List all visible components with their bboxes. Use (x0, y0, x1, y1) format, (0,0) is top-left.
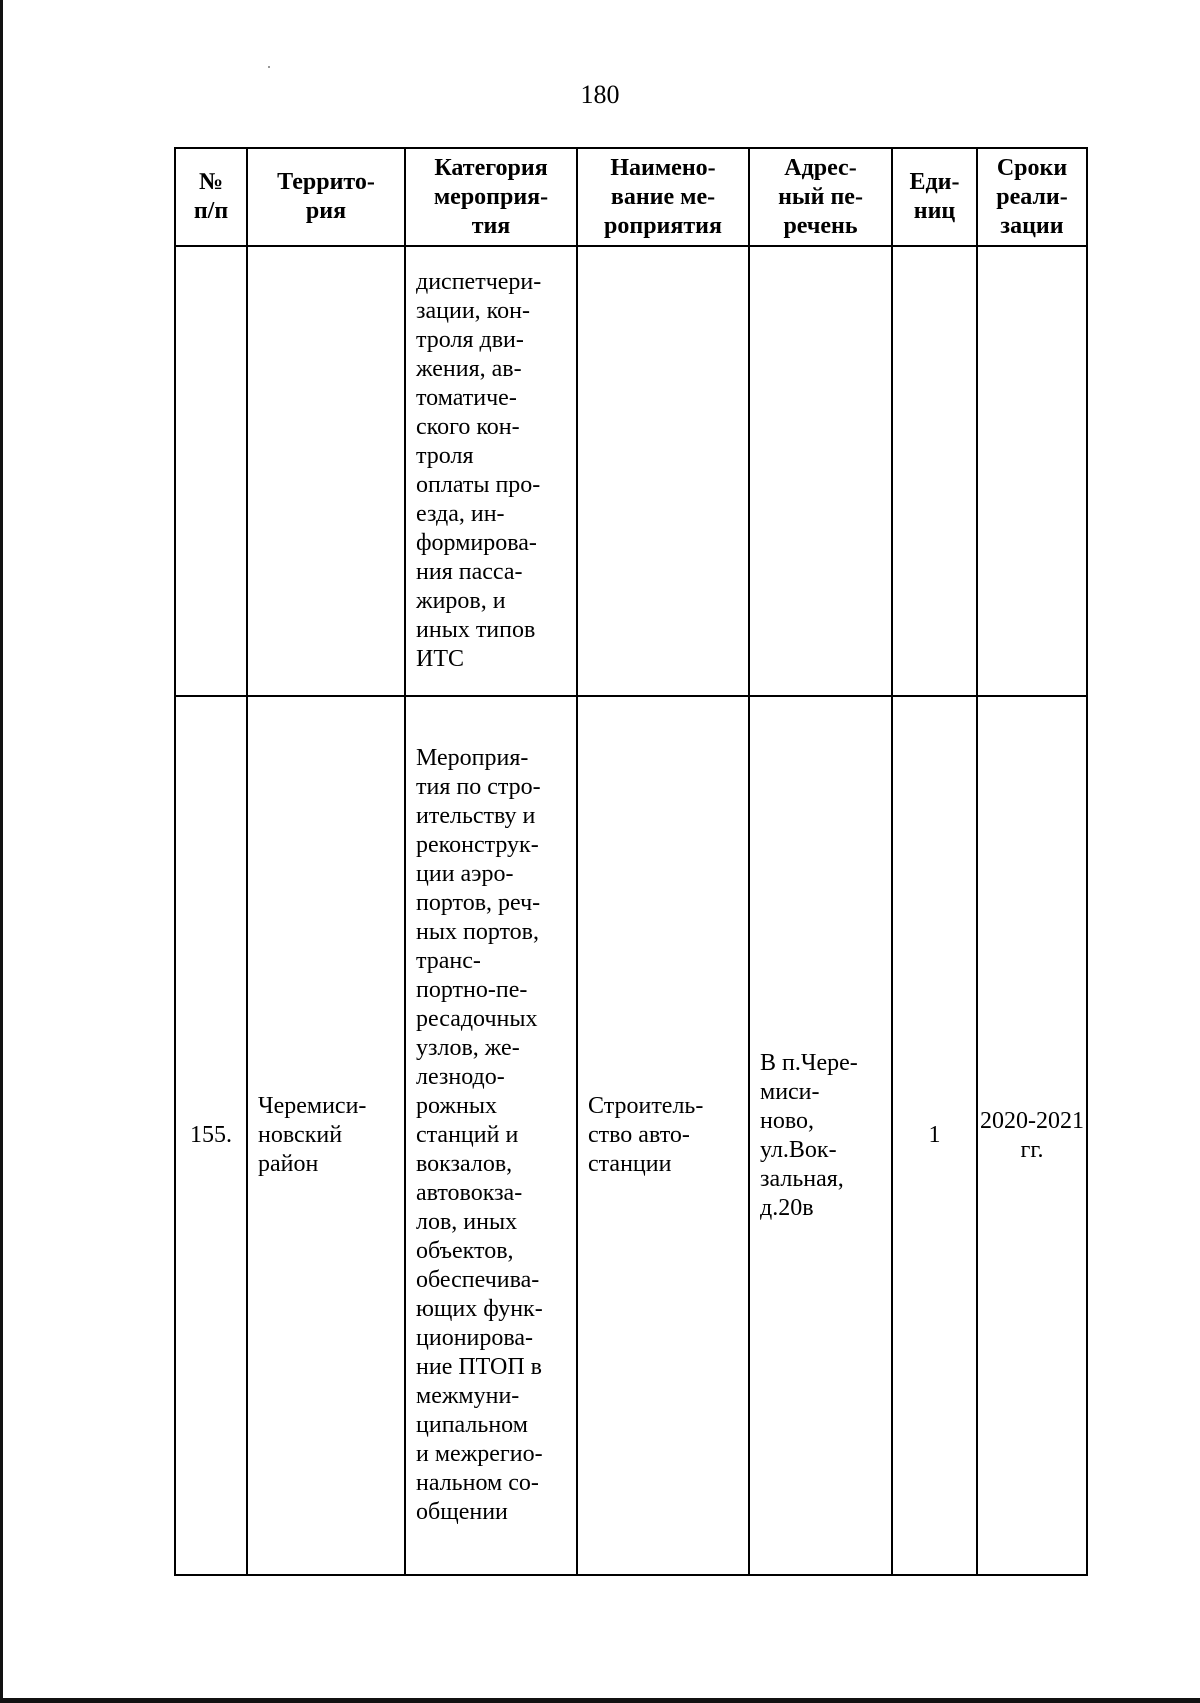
category-continuation-text (406, 268, 576, 674)
text-line: автовокза- (416, 1180, 523, 1206)
text-line: д.20в (760, 1194, 814, 1221)
text-line: портно-пе- (416, 977, 528, 1003)
text-line: п/п (193, 198, 229, 224)
text-line: иных типов (416, 617, 536, 643)
header-category (405, 148, 577, 246)
text-line: ского кон- (416, 414, 520, 440)
text-line: и межрегио- (416, 1441, 543, 1467)
text-line: обеспечива- (416, 1267, 540, 1293)
header-units (892, 148, 977, 246)
address-text (750, 1049, 891, 1223)
cell-address-empty (749, 246, 892, 696)
header-units-lines (893, 168, 976, 226)
text-line: рия (305, 198, 347, 224)
table-row-continuation (175, 246, 1087, 696)
territory-text (248, 1092, 404, 1179)
header-name-lines (578, 154, 748, 241)
header-territory (247, 148, 405, 246)
text-line: станции (588, 1151, 672, 1177)
text-line: ный пе- (778, 183, 863, 210)
text-line: Черемиси- (258, 1093, 367, 1119)
events-table (174, 147, 1088, 1576)
header-name (577, 148, 749, 246)
text-line: ново, (760, 1107, 815, 1134)
text-line: реконструк- (416, 832, 539, 858)
table-row-155 (175, 696, 1087, 1575)
units-value: 1 (928, 1122, 941, 1148)
cell-terms (977, 696, 1087, 1575)
cell-num-empty (175, 246, 247, 696)
text-line: портов, реч- (416, 890, 541, 916)
text-line: езда, ин- (416, 501, 505, 527)
text-line: жения, ав- (416, 356, 522, 382)
text-line: межмуни- (416, 1383, 520, 1409)
cell-terms-empty (977, 246, 1087, 696)
cell-category-continuation (405, 246, 577, 696)
text-line: диспетчери- (416, 269, 542, 295)
text-line: объектов, (416, 1238, 514, 1264)
text-line: район (258, 1151, 319, 1177)
text-line: формирова- (416, 530, 537, 556)
text-line: 2020- (980, 1107, 1036, 1134)
cell-num (175, 696, 247, 1575)
text-line: Категория (434, 154, 548, 181)
scan-bottom-edge (0, 1698, 1200, 1703)
text-line: ительству и (416, 803, 536, 829)
cell-name (577, 696, 749, 1575)
text-line: ул.Вок- (760, 1136, 837, 1163)
cell-category (405, 696, 577, 1575)
text-line: зации, кон- (416, 298, 530, 324)
text-line: новский (258, 1122, 343, 1148)
text-line: нальном со- (416, 1470, 539, 1496)
text-line: миси- (760, 1078, 820, 1105)
text-line: ресадочных (416, 1006, 538, 1032)
header-num-lines (176, 168, 246, 226)
text-line: ния пасса- (416, 559, 523, 585)
scan-left-edge (0, 0, 3, 1703)
text-line: Террито- (277, 169, 375, 195)
text-line: ционирова- (416, 1325, 534, 1351)
header-num (175, 148, 247, 246)
text-line: ных портов, (416, 919, 539, 945)
text-line: Мероприя- (416, 745, 529, 771)
text-line: ние ПТОП в (416, 1354, 543, 1380)
text-line: ющих функ- (416, 1296, 543, 1322)
table-header-row (175, 148, 1087, 246)
header-terms-lines (978, 154, 1086, 241)
text-line: Еди- (909, 169, 960, 195)
text-line: № (198, 169, 224, 195)
text-line: В п.Чере- (760, 1049, 858, 1076)
header-address-lines (750, 154, 891, 241)
scan-speck (268, 66, 270, 68)
text-line: зации (1000, 212, 1064, 239)
row-number: 155. (190, 1122, 232, 1148)
event-name-text (578, 1092, 748, 1179)
text-line: Строитель- (588, 1093, 704, 1119)
terms-text (978, 1107, 1086, 1165)
text-line: вание ме- (610, 183, 716, 210)
text-line: рожных (416, 1093, 497, 1119)
cell-territory-empty (247, 246, 405, 696)
text-line: жиров, и (416, 588, 506, 614)
text-line: троля (416, 443, 474, 469)
page-number: 180 (580, 80, 620, 109)
text-line: 2021 гг. (1020, 1107, 1084, 1163)
text-line: троля дви- (416, 327, 524, 353)
text-line: ципальном (416, 1412, 528, 1438)
text-line: ниц (913, 198, 956, 224)
cell-units-empty (892, 246, 977, 696)
cell-territory (247, 696, 405, 1575)
cell-name-empty (577, 246, 749, 696)
text-line: роприятия (604, 212, 722, 239)
header-territory-lines (248, 168, 404, 226)
text-line: вокзалов, (416, 1151, 513, 1177)
text-line: реали- (996, 183, 1068, 210)
text-line: Сроки (996, 154, 1068, 181)
cell-units (892, 696, 977, 1575)
text-line: лезнодо- (416, 1064, 505, 1090)
text-line: тия (471, 212, 511, 239)
text-line: общении (416, 1499, 508, 1525)
text-line: Наимено- (610, 154, 716, 181)
header-category-lines (406, 154, 576, 241)
text-line: зальная, (760, 1165, 844, 1192)
text-line: Адрес- (784, 154, 857, 181)
text-line: томатиче- (416, 385, 517, 411)
text-line: узлов, же- (416, 1035, 520, 1061)
text-line: оплаты про- (416, 472, 541, 498)
cell-address (749, 696, 892, 1575)
category-text (406, 744, 576, 1527)
header-address (749, 148, 892, 246)
text-line: ИТС (416, 646, 464, 672)
text-line: ство авто- (588, 1122, 690, 1148)
text-line: мероприя- (433, 183, 549, 210)
text-line: тия по стро- (416, 774, 541, 800)
text-line: станций и (416, 1122, 519, 1148)
text-line: лов, иных (416, 1209, 518, 1235)
text-line: транс- (416, 948, 481, 974)
header-terms (977, 148, 1087, 246)
text-line: речень (783, 212, 858, 239)
text-line: ции аэро- (416, 861, 514, 887)
